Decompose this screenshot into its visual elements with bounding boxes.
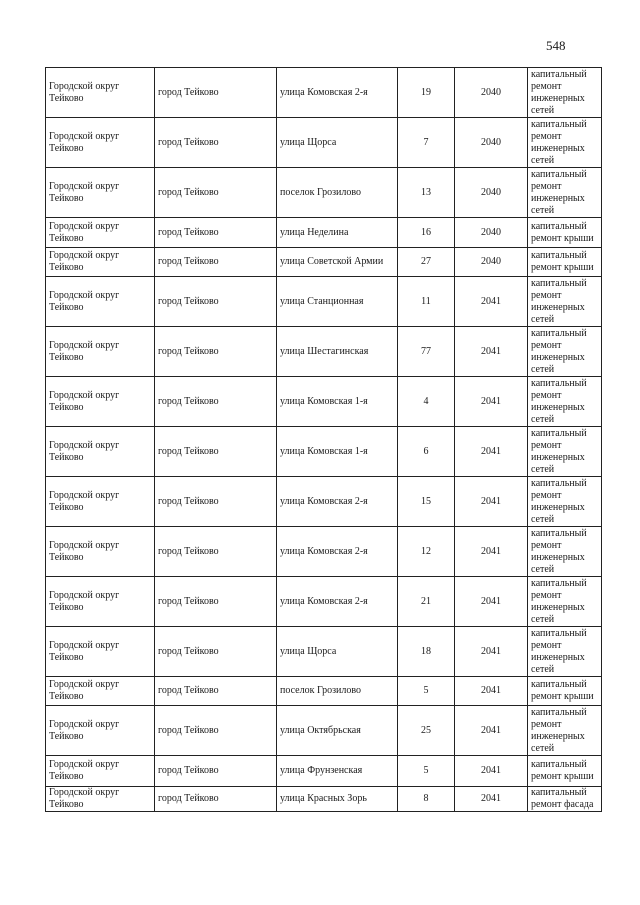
year-cell: 2041: [455, 787, 528, 812]
table-row: [46, 327, 602, 377]
house-number-cell: 18: [398, 627, 455, 677]
district-cell: Городской округ Тейково: [46, 627, 155, 677]
district-cell: Городской округ Тейково: [46, 527, 155, 577]
table-row: [46, 527, 602, 577]
street-cell: улица Щорса: [277, 118, 398, 168]
work-type-cell: капитальный ремонт инженерных сетей: [528, 627, 602, 677]
street-cell: улица Станционная: [277, 277, 398, 327]
table-row: [46, 577, 602, 627]
year-cell: 2040: [455, 118, 528, 168]
house-number-cell: 16: [398, 218, 455, 248]
street-cell: улица Щорса: [277, 627, 398, 677]
table-row: [46, 787, 602, 812]
district-cell: Городской округ Тейково: [46, 248, 155, 277]
city-cell: город Тейково: [155, 118, 277, 168]
work-type-cell: капитальный ремонт инженерных сетей: [528, 527, 602, 577]
year-cell: 2041: [455, 677, 528, 706]
work-type-cell: капитальный ремонт инженерных сетей: [528, 118, 602, 168]
city-cell: город Тейково: [155, 477, 277, 527]
district-cell: Городской округ Тейково: [46, 218, 155, 248]
year-cell: 2041: [455, 706, 528, 756]
city-cell: город Тейково: [155, 677, 277, 706]
work-type-cell: капитальный ремонт крыши: [528, 756, 602, 787]
street-cell: улица Неделина: [277, 218, 398, 248]
city-cell: город Тейково: [155, 377, 277, 427]
work-type-cell: капитальный ремонт крыши: [528, 248, 602, 277]
table-row: [46, 218, 602, 248]
house-number-cell: 25: [398, 706, 455, 756]
work-type-cell: капитальный ремонт инженерных сетей: [528, 577, 602, 627]
table-row: [46, 248, 602, 277]
work-type-cell: капитальный ремонт инженерных сетей: [528, 427, 602, 477]
year-cell: 2041: [455, 577, 528, 627]
table-row: [46, 706, 602, 756]
work-type-cell: капитальный ремонт крыши: [528, 677, 602, 706]
work-type-cell: капитальный ремонт инженерных сетей: [528, 706, 602, 756]
year-cell: 2040: [455, 68, 528, 118]
house-number-cell: 21: [398, 577, 455, 627]
table-row: [46, 427, 602, 477]
year-cell: 2041: [455, 756, 528, 787]
house-number-cell: 7: [398, 118, 455, 168]
house-number-cell: 15: [398, 477, 455, 527]
district-cell: Городской округ Тейково: [46, 68, 155, 118]
table-row: [46, 377, 602, 427]
district-cell: Городской округ Тейково: [46, 427, 155, 477]
house-number-cell: 4: [398, 377, 455, 427]
district-cell: Городской округ Тейково: [46, 706, 155, 756]
year-cell: 2040: [455, 168, 528, 218]
house-number-cell: 27: [398, 248, 455, 277]
housing-repair-table: [45, 67, 602, 812]
table-row: [46, 168, 602, 218]
house-number-cell: 13: [398, 168, 455, 218]
street-cell: улица Комовская 1-я: [277, 377, 398, 427]
district-cell: Городской округ Тейково: [46, 118, 155, 168]
street-cell: улица Шестагинская: [277, 327, 398, 377]
year-cell: 2041: [455, 277, 528, 327]
house-number-cell: 77: [398, 327, 455, 377]
year-cell: 2041: [455, 327, 528, 377]
street-cell: поселок Грозилово: [277, 677, 398, 706]
district-cell: Городской округ Тейково: [46, 168, 155, 218]
year-cell: 2041: [455, 427, 528, 477]
city-cell: город Тейково: [155, 327, 277, 377]
year-cell: 2041: [455, 627, 528, 677]
district-cell: Городской округ Тейково: [46, 377, 155, 427]
work-type-cell: капитальный ремонт крыши: [528, 218, 602, 248]
city-cell: город Тейково: [155, 756, 277, 787]
city-cell: город Тейково: [155, 527, 277, 577]
street-cell: улица Октябрьская: [277, 706, 398, 756]
house-number-cell: 6: [398, 427, 455, 477]
year-cell: 2041: [455, 527, 528, 577]
year-cell: 2041: [455, 377, 528, 427]
house-number-cell: 11: [398, 277, 455, 327]
table-row: [46, 756, 602, 787]
work-type-cell: капитальный ремонт инженерных сетей: [528, 68, 602, 118]
page-number: 548: [546, 38, 566, 53]
city-cell: город Тейково: [155, 277, 277, 327]
street-cell: улица Комовская 2-я: [277, 477, 398, 527]
work-type-cell: капитальный ремонт фасада: [528, 787, 602, 812]
work-type-cell: капитальный ремонт инженерных сетей: [528, 377, 602, 427]
table-row: [46, 277, 602, 327]
street-cell: улица Фрунзенская: [277, 756, 398, 787]
street-cell: улица Комовская 2-я: [277, 577, 398, 627]
district-cell: Городской округ Тейково: [46, 787, 155, 812]
table-row: [46, 118, 602, 168]
house-number-cell: 8: [398, 787, 455, 812]
year-cell: 2040: [455, 248, 528, 277]
district-cell: Городской округ Тейково: [46, 277, 155, 327]
street-cell: улица Красных Зорь: [277, 787, 398, 812]
table-row: [46, 477, 602, 527]
district-cell: Городской округ Тейково: [46, 756, 155, 787]
street-cell: улица Комовская 2-я: [277, 527, 398, 577]
street-cell: улица Советской Армии: [277, 248, 398, 277]
city-cell: город Тейково: [155, 248, 277, 277]
table-row: [46, 68, 602, 118]
city-cell: город Тейково: [155, 577, 277, 627]
street-cell: улица Комовская 2-я: [277, 68, 398, 118]
street-cell: улица Комовская 1-я: [277, 427, 398, 477]
work-type-cell: капитальный ремонт инженерных сетей: [528, 327, 602, 377]
table-row: [46, 627, 602, 677]
district-cell: Городской округ Тейково: [46, 577, 155, 627]
city-cell: город Тейково: [155, 168, 277, 218]
city-cell: город Тейково: [155, 706, 277, 756]
city-cell: город Тейково: [155, 427, 277, 477]
district-cell: Городской округ Тейково: [46, 677, 155, 706]
city-cell: город Тейково: [155, 68, 277, 118]
year-cell: 2040: [455, 218, 528, 248]
city-cell: город Тейково: [155, 218, 277, 248]
house-number-cell: 5: [398, 677, 455, 706]
city-cell: город Тейково: [155, 787, 277, 812]
district-cell: Городской округ Тейково: [46, 477, 155, 527]
street-cell: поселок Грозилово: [277, 168, 398, 218]
house-number-cell: 12: [398, 527, 455, 577]
work-type-cell: капитальный ремонт инженерных сетей: [528, 477, 602, 527]
house-number-cell: 5: [398, 756, 455, 787]
year-cell: 2041: [455, 477, 528, 527]
city-cell: город Тейково: [155, 627, 277, 677]
work-type-cell: капитальный ремонт инженерных сетей: [528, 168, 602, 218]
work-type-cell: капитальный ремонт инженерных сетей: [528, 277, 602, 327]
table-row: [46, 677, 602, 706]
house-number-cell: 19: [398, 68, 455, 118]
district-cell: Городской округ Тейково: [46, 327, 155, 377]
